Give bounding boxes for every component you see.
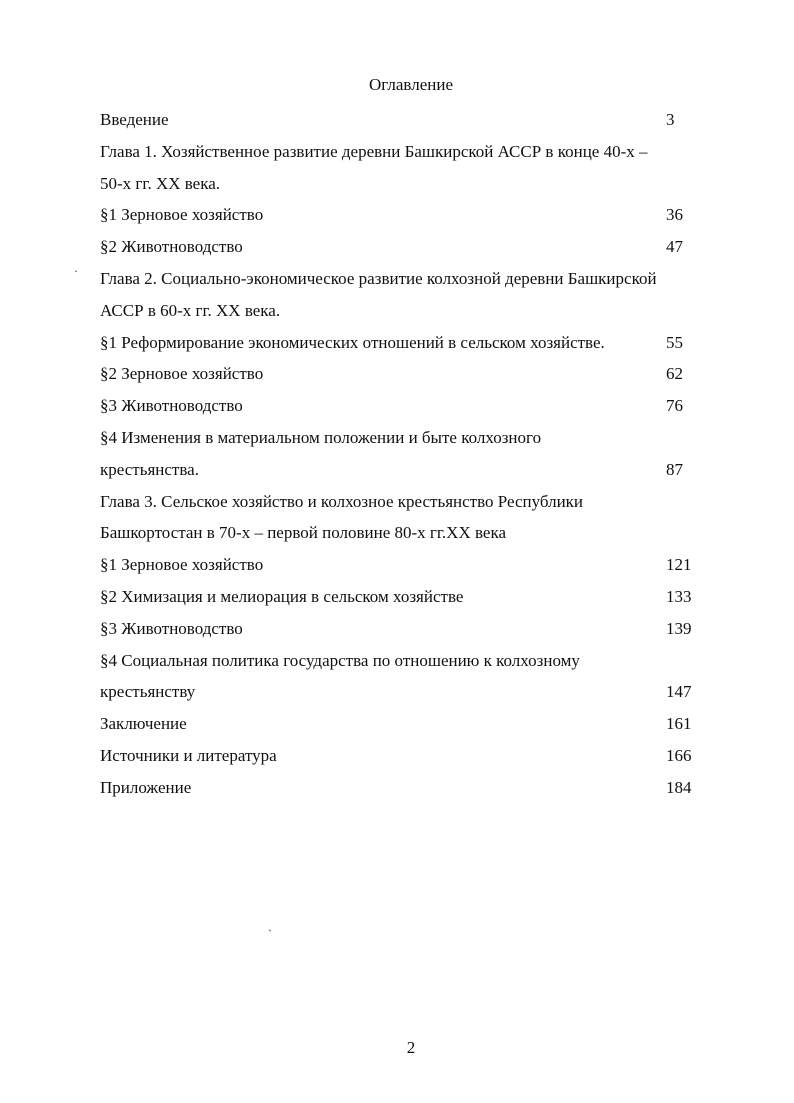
scan-speck: ·	[74, 264, 78, 278]
toc-entry-label: Глава 2. Социально-экономическое развитие колхозной деревни Башкирской	[100, 268, 657, 288]
toc-entry	[100, 327, 720, 359]
toc-entry	[100, 295, 720, 327]
table-of-contents	[100, 104, 720, 804]
toc-entry-page: 36	[666, 205, 683, 225]
toc-entry	[100, 676, 720, 708]
toc-entry-label: §1 Зерновое хозяйство	[100, 555, 264, 575]
toc-entry-page: 166	[666, 745, 692, 765]
toc-entry	[100, 454, 720, 486]
toc-entry-label: §3 Животноводство	[100, 618, 243, 638]
toc-entry-label: крестьянству	[100, 682, 196, 702]
toc-entry-page: 87	[666, 459, 683, 479]
toc-entry-page: 55	[666, 332, 683, 352]
toc-entry	[100, 772, 720, 804]
toc-entry	[100, 740, 720, 772]
toc-entry-label: §1 Зерновое хозяйство	[100, 205, 264, 225]
toc-entry-page: 62	[666, 364, 683, 384]
toc-entry-page: 3	[666, 110, 675, 129]
toc-entry	[100, 199, 720, 231]
toc-entry-label: АССР в 60-х гг. XX века.	[100, 300, 281, 320]
toc-entry	[100, 422, 720, 454]
toc-entry-page: 121	[666, 555, 692, 575]
toc-entry-label: §2 Зерновое хозяйство	[100, 364, 264, 384]
toc-entry	[100, 263, 720, 295]
toc-entry-page: 133	[666, 586, 692, 606]
toc-entry-page: 47	[666, 237, 683, 257]
page-number: 2	[406, 1038, 416, 1057]
toc-entry-page: 139	[666, 618, 692, 638]
toc-entry	[100, 613, 720, 645]
toc-entry	[100, 104, 720, 136]
toc-entry	[100, 136, 720, 168]
toc-entry-label: Башкортостан в 70-х – первой половине 80-х гг.XX века	[100, 523, 506, 543]
toc-entry-label: §4 Социальная политика государства по отношению к колхозному	[100, 650, 580, 670]
toc-entry	[100, 390, 720, 422]
toc-entry-label: Источники и литература	[100, 745, 277, 765]
toc-entry	[100, 645, 720, 677]
toc-entry-label: Введение	[100, 110, 169, 129]
toc-entry-page: 147	[666, 682, 692, 702]
toc-entry-label: крестьянства.	[100, 459, 199, 479]
toc-entry-label: §4 Изменения в материальном положении и быте колхозного	[100, 427, 542, 447]
toc-entry-label: Приложение	[100, 777, 192, 797]
toc-entry	[100, 708, 720, 740]
toc-entry	[100, 549, 720, 581]
toc-entry-label: §2 Химизация и мелиорация в сельском хозяйстве	[100, 586, 464, 606]
toc-entry	[100, 517, 720, 549]
toc-entry-page: 161	[666, 714, 692, 734]
toc-entry-label: Заключение	[100, 714, 187, 734]
toc-entry-label: §3 Животноводство	[100, 396, 243, 416]
toc-entry	[100, 358, 720, 390]
toc-entry-label: Глава 3. Сельское хозяйство и колхозное крестьянство Республики	[100, 491, 584, 511]
toc-entry	[100, 581, 720, 613]
toc-entry	[100, 486, 720, 518]
toc-title: Оглавление	[369, 75, 453, 94]
toc-entry-label: §1 Реформирование экономических отношений в сельском хозяйстве.	[100, 332, 605, 352]
scan-speck: ˎ	[268, 918, 272, 932]
toc-entry-page: 76	[666, 396, 683, 416]
toc-entry-label: §2 Животноводство	[100, 237, 243, 257]
toc-entry-page: 184	[666, 777, 692, 797]
toc-entry	[100, 231, 720, 263]
toc-entry-label: Глава 1. Хозяйственное развитие деревни Башкирской АССР в конце 40-х –	[100, 141, 648, 161]
toc-entry	[100, 168, 720, 200]
toc-entry-label: 50-х гг. XX века.	[100, 173, 221, 193]
